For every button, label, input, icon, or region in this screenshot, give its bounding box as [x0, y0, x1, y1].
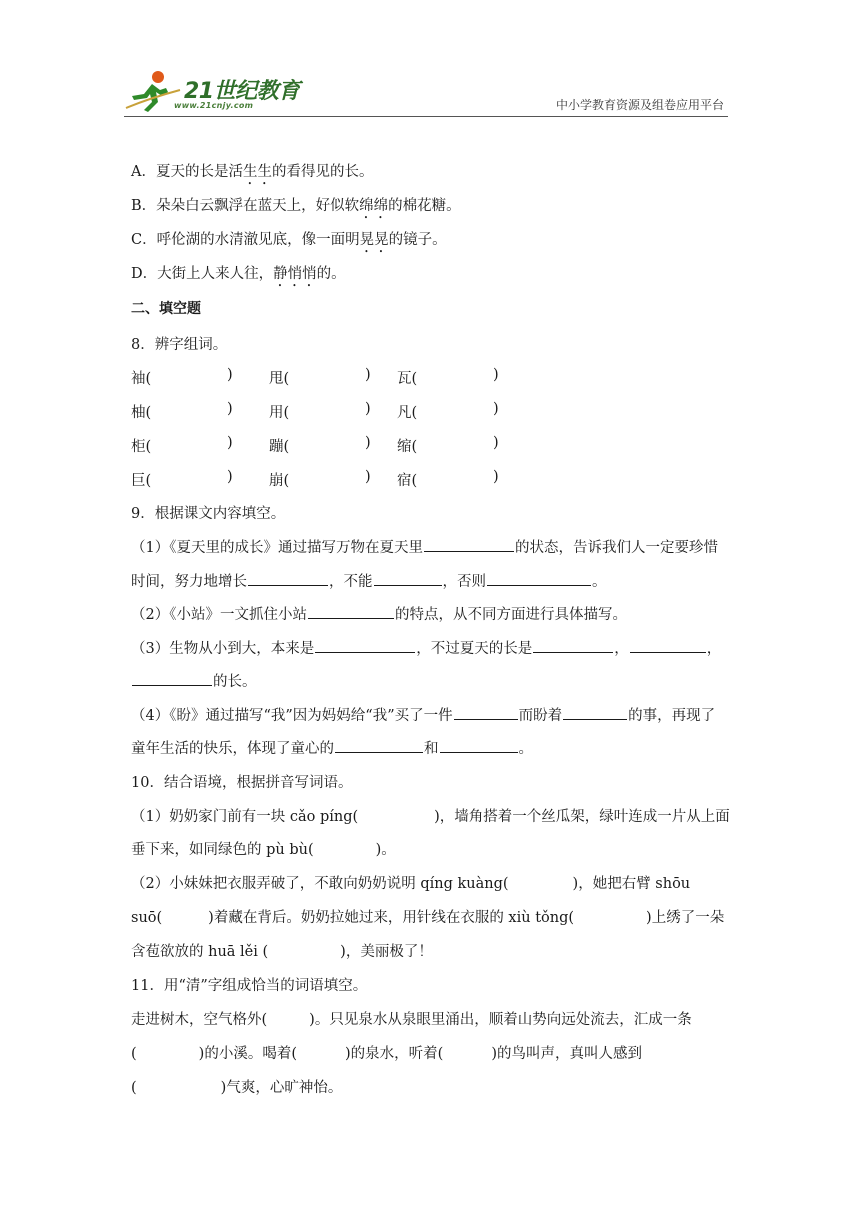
- option-a: [131, 160, 373, 188]
- text: suō(: [131, 910, 163, 926]
- q9-part-2: [131, 603, 627, 624]
- char-cell: [269, 435, 371, 456]
- answer-blank[interactable]: [424, 539, 514, 552]
- text: ，: [706, 641, 722, 657]
- question-9-stem: 9．根据课文内容填空。: [131, 506, 286, 522]
- option-b: [131, 194, 461, 222]
- text: 。: [518, 741, 533, 757]
- char-row: [131, 435, 551, 455]
- char-cell: [131, 401, 233, 422]
- answer-blank[interactable]: [563, 707, 627, 720]
- char-cell: [131, 469, 233, 490]
- text: （2）《小站》一文抓住小站: [131, 607, 307, 623]
- text: )，墙角搭着一个丝瓜架，绿叶连成一片从上面: [434, 809, 730, 825]
- q9-part-3-cont: [131, 670, 257, 691]
- close-paren: ): [227, 435, 233, 451]
- q10-line-3: [131, 872, 690, 893]
- text: )，她把右臂 shōu: [572, 876, 691, 892]
- close-paren: ): [365, 367, 371, 383]
- text: （2）小妹妹把衣服弄破了，不敢向奶奶说明 qíng kuàng(: [131, 876, 509, 892]
- close-paren: ): [493, 469, 499, 485]
- answer-blank[interactable]: [487, 573, 591, 586]
- char-cell: [397, 435, 499, 456]
- char: 崩(: [269, 473, 290, 489]
- q11-line-2: [131, 1042, 642, 1063]
- runner-logo-icon: [122, 68, 182, 114]
- text: 的事，再现了: [628, 708, 716, 724]
- text: )上绣了一朵: [646, 910, 725, 926]
- text: (: [131, 1046, 137, 1062]
- char-cell: [131, 367, 233, 388]
- q10-line-1: [131, 805, 730, 826]
- text: )的鸟叫声，真叫人感到: [491, 1046, 642, 1062]
- text: )的小溪。喝着(: [198, 1046, 297, 1062]
- char-row: [131, 367, 551, 387]
- option-emphasis: 生生: [242, 164, 272, 180]
- header-tagline: 中小学教育资源及组卷应用平台: [555, 98, 724, 112]
- text: 时间，努力地增长: [131, 574, 247, 590]
- option-label: D．: [131, 266, 158, 282]
- close-paren: ): [493, 401, 499, 417]
- text: （3）生物从小到大，本来是: [131, 641, 315, 657]
- q9-part-1-cont: [131, 570, 607, 591]
- char-cell: [269, 469, 371, 490]
- q9-part-3: [131, 637, 721, 658]
- char: 蹦(: [269, 439, 290, 455]
- text: ，否则: [442, 574, 486, 590]
- option-text: 夏天的长是活: [155, 164, 243, 180]
- option-label: B．: [131, 198, 157, 214]
- option-text: 呼伦湖的水清澈见底，像一面明: [156, 232, 360, 248]
- text: （1）奶奶家门前有一块 cǎo píng(: [131, 809, 359, 825]
- page-header: [118, 66, 728, 118]
- text: ，不过夏天的长是: [416, 641, 533, 657]
- text: 的特点，从不同方面进行具体描写。: [394, 607, 627, 623]
- char: 柜(: [131, 439, 152, 455]
- text: 的长。: [213, 674, 257, 690]
- answer-blank[interactable]: [374, 573, 442, 586]
- q10-line-5: [131, 940, 433, 961]
- answer-blank[interactable]: [454, 707, 518, 720]
- text: )。只见泉水从泉眼里涌出，顺着山势向远处流去，汇成一条: [309, 1012, 692, 1028]
- option-emphasis: 绵绵: [359, 198, 389, 214]
- question-10-stem: 10．结合语境，根据拼音写词语。: [131, 775, 353, 791]
- text: )气爽，心旷神怡。: [220, 1080, 343, 1096]
- text: ，不能: [329, 574, 373, 590]
- text: (: [131, 1080, 137, 1096]
- close-paren: ): [227, 367, 233, 383]
- text: ，: [614, 641, 629, 657]
- text: 童年生活的快乐，体现了童心的: [131, 741, 334, 757]
- q11-line-3: [131, 1076, 342, 1097]
- answer-blank[interactable]: [248, 573, 328, 586]
- q10-line-2: [131, 838, 396, 859]
- answer-blank[interactable]: [533, 640, 613, 653]
- option-text: 朵朵白云飘浮在蓝天上，好似软: [156, 198, 360, 214]
- answer-blank[interactable]: [308, 606, 394, 619]
- char: 凡(: [397, 405, 418, 421]
- option-text: 的棉花糖。: [388, 198, 461, 214]
- answer-blank[interactable]: [132, 673, 212, 686]
- char: 缩(: [397, 439, 418, 455]
- option-c: [131, 228, 447, 256]
- char-cell: [269, 367, 371, 388]
- char: 甩(: [269, 371, 290, 387]
- q10-line-4: [131, 906, 724, 927]
- close-paren: ): [227, 401, 233, 417]
- option-text: 的看得见的长。: [271, 164, 374, 180]
- char: 柚(: [131, 405, 152, 421]
- close-paren: ): [365, 401, 371, 417]
- text: （4）《盼》通过描写“我”因为妈妈给“我”买了一件: [131, 708, 453, 724]
- option-text: 的镜子。: [388, 232, 447, 248]
- option-text: 的。: [316, 266, 346, 282]
- question-8-stem: 8．辨字组词。: [131, 337, 228, 353]
- answer-blank[interactable]: [335, 740, 423, 753]
- text: 的状态，告诉我们人一定要珍惜: [514, 540, 718, 556]
- q9-part-4-cont: [131, 737, 533, 758]
- text: 走进树木，空气格外(: [131, 1012, 268, 1028]
- logo-wordmark: 21世纪教育: [184, 79, 300, 104]
- close-paren: ): [493, 367, 499, 383]
- char-cell: [397, 367, 499, 388]
- char-cell: [397, 469, 499, 490]
- option-label: C．: [131, 232, 157, 248]
- text: 而盼着: [518, 708, 563, 724]
- logo: [122, 68, 312, 116]
- option-d: [131, 262, 346, 290]
- answer-blank[interactable]: [630, 640, 706, 653]
- close-paren: ): [365, 435, 371, 451]
- text: 含苞欲放的 huā lěi (: [131, 944, 269, 960]
- char: 用(: [269, 405, 290, 421]
- question-11-stem: 11．用“清”字组成恰当的词语填空。: [131, 978, 368, 994]
- text: 。: [592, 574, 607, 590]
- q9-part-1: [131, 536, 718, 557]
- close-paren: ): [227, 469, 233, 485]
- text: 垂下来，如同绿色的 pù bù(: [131, 842, 314, 858]
- q9-part-4: [131, 704, 715, 725]
- option-text: 大街上人来人往，: [157, 266, 274, 282]
- logo-url: www.21cnjy.com: [174, 101, 254, 110]
- char-cell: [131, 435, 233, 456]
- char-row: [131, 401, 551, 421]
- answer-blank[interactable]: [315, 640, 415, 653]
- close-paren: ): [493, 435, 499, 451]
- text: （1）《夏天里的成长》通过描写万物在夏天里: [131, 540, 423, 556]
- char: 袖(: [131, 371, 152, 387]
- char: 巨(: [131, 473, 152, 489]
- text: 和: [424, 741, 439, 757]
- section-title: 二、填空题: [131, 301, 201, 317]
- text: )，美丽极了！: [340, 944, 433, 960]
- char: 宿(: [397, 473, 418, 489]
- text: )着藏在背后。奶奶拉她过来，用针线在衣服的 xiù tǒng(: [208, 910, 575, 926]
- option-emphasis: 晃晃: [359, 232, 389, 248]
- char-cell: [269, 401, 371, 422]
- text: )的泉水，听着(: [345, 1046, 444, 1062]
- header-divider: [124, 116, 728, 117]
- close-paren: ): [365, 469, 371, 485]
- char-row: [131, 469, 551, 489]
- char-cell: [397, 401, 499, 422]
- option-emphasis: 静悄悄: [273, 266, 317, 282]
- option-label: A．: [131, 164, 156, 180]
- char: 瓦(: [397, 371, 418, 387]
- answer-blank[interactable]: [440, 740, 518, 753]
- text: )。: [375, 842, 396, 858]
- q11-line-1: [131, 1008, 692, 1029]
